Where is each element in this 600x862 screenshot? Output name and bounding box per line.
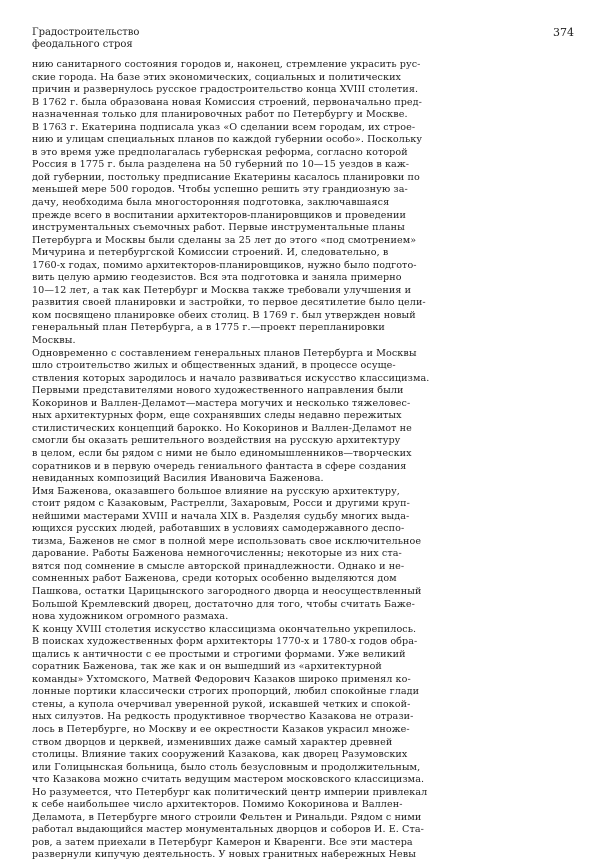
text-line: невиданных композиций Василия Ивановича Баженова.	[32, 473, 324, 485]
paragraph	[32, 348, 516, 486]
text-line: 10—12 лет, а так как Петербург и Москва также требовали улучшения и	[32, 284, 412, 296]
text-line: развернули кипучую деятельность. У новых гранитных набережных Невы	[32, 849, 417, 861]
text-line: в целом, если бы рядом с ними не было единомышленников—творческих	[32, 447, 412, 459]
text-line: ские города. На базе этих экономических, социальных и политических	[32, 71, 402, 83]
text-line: лонные портики классически строгих пропорций, любил спокойные глади	[32, 686, 420, 698]
text-line: Большой Кремлевский дворец, достаточно для того, чтобы считать Баже-	[32, 598, 415, 610]
text-line: дой губернии, постольку предписание Екатерины касалось планировки по	[32, 171, 420, 183]
text-line: дачу, необходима была многосторонняя подготовка, заключавшаяся	[32, 197, 390, 209]
text-line: ных архитектурных форм, еще сохранявших следы недавно пережитых	[32, 410, 402, 422]
text-line: нова художником огромного размаха.	[32, 611, 229, 623]
text-line: причин и развернулось русское градостроительство конца XVIII столетия.	[32, 84, 419, 96]
text-line: Москвы.	[32, 335, 76, 347]
text-line: нию санитарного состояния городов и, наконец, стремление украсить рус-	[32, 59, 421, 70]
text-line: Мичурина и петербургской Комиссии строений. И, следовательно, в	[32, 247, 389, 259]
text-line: к себе наибольшее число архитекторов. Помимо Кокоринова и Валлен-	[32, 799, 403, 811]
text-line: стоит рядом с Казаковым, Растрелли, Захаровым, Росси и другими круп-	[32, 498, 410, 510]
text-line: соратник Баженова, так же как и он вышедший из «архитектурной	[32, 661, 382, 673]
text-line: щались к античности с ее простыми и строгими формами. Уже великий	[32, 648, 406, 660]
text-line: инструментальных съемочных работ. Первые инструментальные планы	[32, 222, 405, 234]
text-line: Имя Баженова, оказавшего большое влияние на русскую архитектуру,	[32, 485, 400, 497]
text-line: меньшей мере 500 городов. Чтобы успешно решить эту грандиозную за-	[32, 184, 408, 196]
page-number: 374	[553, 26, 574, 39]
text-line: генеральный план Петербурга, а в 1775 г.—проект перепланировки	[32, 322, 385, 334]
text-line: ных силуэтов. На редкость продуктивное творчество Казакова не отрази-	[32, 711, 414, 723]
text-line: или Голицынская больница, было столь безусловным и продолжительным,	[32, 761, 421, 773]
text-line: нейшими мастерами XVIII и начала XIX в. Разделяя судьбу многих выда-	[32, 510, 410, 522]
running-head-line-1: Градостроительство	[32, 27, 140, 38]
text-line: В 1762 г. была образована новая Комиссия строений, первоначально пред-	[32, 96, 422, 108]
text-line: стилистических концепций барокко. Но Кокоринов и Валлен-Деламот не	[32, 422, 412, 434]
running-head	[32, 27, 139, 51]
text-line: работал выдающийся мастер монументальных дворцов и соборов И. Е. Ста-	[32, 824, 424, 836]
text-line: Петербурга и Москвы были сделаны за 25 лет до этого «под смотрением»	[32, 234, 417, 246]
body-text	[32, 59, 516, 862]
text-line: столицы. Влияние таких сооружений Казакова, как дворец Разумовских	[32, 749, 408, 761]
text-line: вятся под сомнение в смысле авторской принадлежности. Однако и не-	[32, 560, 405, 572]
text-line: назначенная только для планировочных работ по Петербургу и Москве.	[32, 109, 408, 121]
text-line: шло строительство жилых и общественных зданий, в процессе осуще-	[32, 360, 396, 372]
text-line: ком посвящено планировке обеих столиц. В 1769 г. был утвержден новый	[32, 309, 416, 321]
text-line: нию и улицам специальных планов по каждой губернии особо». Поскольку	[32, 134, 423, 146]
text-line: Деламота, в Петербурге много строили Фельтен и Ринальди. Рядом с ними	[32, 811, 422, 823]
text-line: лось в Петербурге, но Москву и ее окрестности Казаков украсил множе-	[32, 723, 410, 735]
text-line: прежде всего в воспитании архитекторов-планировщиков и проведении	[32, 209, 406, 221]
text-line: Кокоринов и Валлен-Деламот—мастера могучих и несколько тяжеловес-	[32, 397, 411, 409]
text-line: 1760-х годах, помимо архитекторов-планировщиков, нужно было подгото-	[32, 259, 417, 271]
text-line: соратников и в первую очередь гениального фантаста в сфере создания	[32, 460, 407, 472]
text-line: ствления которых зародилось и начало развиваться искусство классицизма.	[32, 372, 430, 384]
text-line: сомненных работ Баженова, среди которых особенно выделяются дом	[32, 573, 397, 585]
text-line: В 1763 г. Екатерина подписала указ «О сделании всем городам, их строе-	[32, 121, 416, 133]
text-line: Пашкова, остатки Царицынского загородного дворца и неосуществленный	[32, 585, 422, 597]
text-line: команды» Ухтомского, Матвей Федорович Казаков широко применял ко-	[32, 673, 411, 685]
text-line: стены, а купола очерчивал уверенной рукой, искавшей четких и спокой-	[32, 698, 411, 710]
paragraph	[32, 59, 516, 348]
paragraph	[32, 486, 516, 624]
text-line: ющихся русских людей, работавших в условиях самодержавного деспо-	[32, 523, 405, 535]
text-line: Первыми представителями нового художественного направления были	[32, 385, 404, 397]
text-line: ством дворцов и церквей, изменивших даже самый характер древней	[32, 736, 393, 748]
text-line: ров, а затем приехали в Петербург Камерон и Кваренги. Все эти мастера	[32, 836, 413, 848]
text-line: дарование. Работы Баженова немногочисленны; некоторые из них ста-	[32, 548, 402, 560]
text-line: развития своей планировки и застройки, то первое десятилетие было цели-	[32, 297, 426, 309]
text-line: вить целую армию геодезистов. Вся эта подготовка и заняла примерно	[32, 272, 402, 284]
text-line: тизма, Баженов не смог в полной мере использовать свое исключительное	[32, 535, 422, 547]
text-line: что Казакова можно считать ведущим мастером московского классицизма.	[32, 774, 425, 786]
text-line: Россия в 1775 г. была разделена на 50 губерний по 10—15 уездов в каж-	[32, 159, 410, 171]
running-head-line-2: феодального строя	[32, 39, 133, 50]
text-line: в это время уже предполагалась губернская реформа, согласно которой	[32, 146, 408, 158]
text-line: К концу XVIII столетия искусство классицизма окончательно укрепилось.	[32, 623, 417, 635]
text-line: В поисках художественных форм архитекторы 1770-х и 1780-х годов обра-	[32, 636, 418, 648]
text-line: Одновременно с составлением генеральных планов Петербурга и Москвы	[32, 347, 417, 359]
text-line: Но разумеется, что Петербург как политический центр империи привлекал	[32, 786, 428, 798]
text-line: смогли бы оказать решительного воздействия на русскую архитектуру	[32, 435, 401, 447]
paragraph	[32, 624, 516, 862]
